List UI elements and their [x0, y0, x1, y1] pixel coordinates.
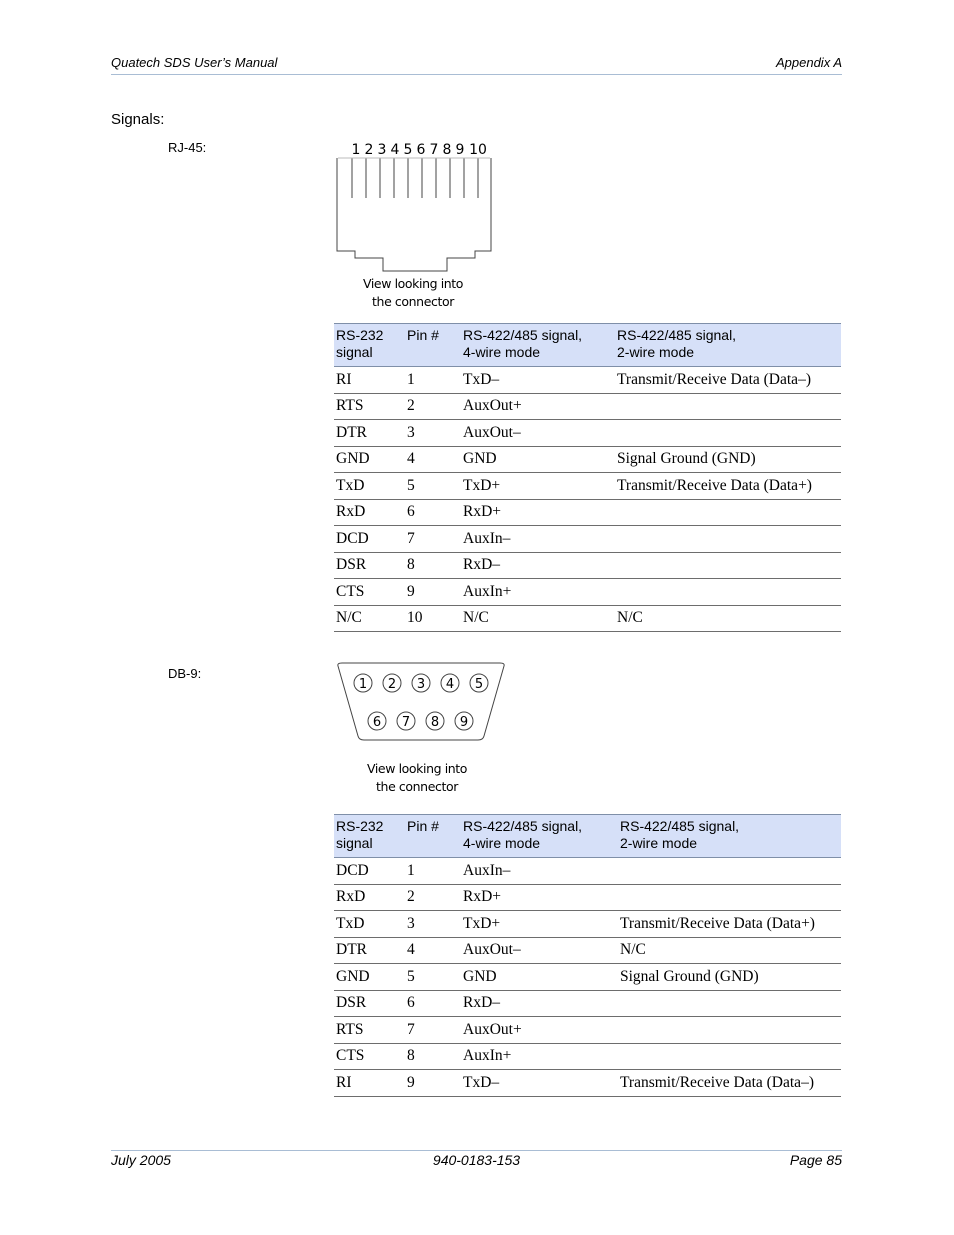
- rj45-pin-number: 9: [455, 142, 465, 158]
- table-row: [334, 393, 841, 420]
- table-cell: AuxOut+: [461, 393, 615, 420]
- table-cell: Transmit/Receive Data (Data–): [618, 1070, 841, 1097]
- table-cell: DCD: [334, 858, 405, 885]
- table-cell: Transmit/Receive Data (Data–): [615, 367, 841, 394]
- table-cell: GND: [461, 964, 618, 991]
- table-cell: DSR: [334, 990, 405, 1017]
- table-cell: 7: [405, 1017, 461, 1044]
- table-cell: AuxOut–: [461, 420, 615, 447]
- header-appendix: Appendix A: [775, 55, 842, 70]
- db9-caption-line2: the connector: [376, 779, 458, 794]
- header-manual-title: Quatech SDS User’s Manual: [111, 55, 278, 70]
- table-cell: 5: [405, 964, 461, 991]
- table-row: [334, 1070, 841, 1097]
- table-cell: 9: [405, 579, 461, 606]
- table-cell: [615, 579, 841, 606]
- table-cell: AuxOut+: [461, 1017, 618, 1044]
- table-cell: GND: [334, 964, 405, 991]
- table-cell: 5: [405, 473, 461, 500]
- rj45-header-col-4: RS-422/485 signal, 2-wire mode: [615, 324, 841, 367]
- table-header-row: [334, 324, 841, 367]
- table-cell: DCD: [334, 526, 405, 553]
- table-cell: AuxIn–: [461, 858, 618, 885]
- db9-label: DB-9:: [168, 666, 202, 681]
- db9-header-col-2: Pin #: [405, 815, 461, 858]
- table-cell: DTR: [334, 420, 405, 447]
- table-cell: RTS: [334, 1017, 405, 1044]
- table-cell: CTS: [334, 1043, 405, 1070]
- table-cell: GND: [461, 446, 615, 473]
- table-row: [334, 1043, 841, 1070]
- table-cell: N/C: [615, 605, 841, 632]
- table-cell: [618, 1017, 841, 1044]
- table-cell: 1: [405, 367, 461, 394]
- header-rule: [111, 74, 842, 75]
- table-row: [334, 526, 841, 553]
- db9-pin-number: 6: [372, 715, 382, 730]
- table-cell: Transmit/Receive Data (Data+): [615, 473, 841, 500]
- rj45-header-col-3: RS-422/485 signal, 4-wire mode: [461, 324, 615, 367]
- rj45-caption-line1: View looking into: [362, 276, 464, 291]
- table-cell: TxD: [334, 911, 405, 938]
- footer-page-number: Page 85: [789, 1152, 842, 1168]
- table-cell: GND: [334, 446, 405, 473]
- table-cell: DSR: [334, 552, 405, 579]
- db9-pin-number: 9: [459, 715, 469, 730]
- table-cell: TxD+: [461, 911, 618, 938]
- rj45-pin-number: 8: [442, 142, 452, 158]
- rj45-caption-line2: the connector: [372, 294, 454, 309]
- rj45-pin-number: 4: [390, 142, 400, 158]
- db9-caption: [352, 760, 482, 796]
- db9-outline: [338, 663, 504, 740]
- table-cell: N/C: [618, 937, 841, 964]
- rj45-signal-table: [334, 323, 841, 632]
- db9-pin-number: 1: [358, 677, 368, 692]
- rj45-header-col-1: RS-232 signal: [334, 324, 405, 367]
- table-cell: Signal Ground (GND): [618, 964, 841, 991]
- db9-signal-table: [334, 814, 841, 1097]
- table-cell: 6: [405, 990, 461, 1017]
- table-cell: 2: [405, 884, 461, 911]
- db9-pin-number: 2: [387, 677, 397, 692]
- table-cell: TxD–: [461, 1070, 618, 1097]
- table-cell: N/C: [334, 605, 405, 632]
- table-cell: 3: [405, 420, 461, 447]
- rj45-caption: [348, 275, 478, 311]
- table-row: [334, 884, 841, 911]
- db9-pin-number: 5: [474, 677, 484, 692]
- table-cell: [618, 990, 841, 1017]
- table-row: [334, 420, 841, 447]
- rj45-pin-number: 6: [416, 142, 426, 158]
- table-header-row: [334, 815, 841, 858]
- table-cell: RxD: [334, 884, 405, 911]
- table-cell: RI: [334, 1070, 405, 1097]
- rj45-connector-diagram: [330, 136, 500, 281]
- table-cell: 2: [405, 393, 461, 420]
- table-row: [334, 1017, 841, 1044]
- table-cell: TxD–: [461, 367, 615, 394]
- table-cell: 1: [405, 858, 461, 885]
- table-cell: [618, 1043, 841, 1070]
- table-row: [334, 605, 841, 632]
- table-cell: [618, 884, 841, 911]
- table-cell: Transmit/Receive Data (Data+): [618, 911, 841, 938]
- db9-header-col-1: RS-232 signal: [334, 815, 405, 858]
- db9-connector-diagram: [334, 660, 509, 745]
- rj45-label: RJ-45:: [168, 140, 207, 155]
- table-cell: [615, 393, 841, 420]
- table-cell: Signal Ground (GND): [615, 446, 841, 473]
- footer-doc-number: 940-0183-153: [432, 1152, 521, 1168]
- rj45-pin-number: 7: [429, 142, 439, 158]
- table-cell: AuxOut–: [461, 937, 618, 964]
- table-cell: [615, 420, 841, 447]
- rj45-pin-number: 10: [469, 142, 487, 158]
- table-row: [334, 858, 841, 885]
- rj45-pin-number: 2: [364, 142, 374, 158]
- table-cell: AuxIn+: [461, 579, 615, 606]
- table-row: [334, 446, 841, 473]
- table-cell: DTR: [334, 937, 405, 964]
- table-cell: CTS: [334, 579, 405, 606]
- section-title: Signals:: [111, 111, 165, 128]
- table-row: [334, 552, 841, 579]
- table-cell: [618, 858, 841, 885]
- table-cell: 9: [405, 1070, 461, 1097]
- table-row: [334, 911, 841, 938]
- table-cell: 4: [405, 937, 461, 964]
- table-cell: N/C: [461, 605, 615, 632]
- table-cell: 7: [405, 526, 461, 553]
- table-cell: 6: [405, 499, 461, 526]
- table-cell: AuxIn+: [461, 1043, 618, 1070]
- db9-pin-number: 3: [416, 677, 426, 692]
- db9-pin-number: 7: [401, 715, 411, 730]
- table-row: [334, 499, 841, 526]
- table-row: [334, 473, 841, 500]
- db9-caption-line1: View looking into: [366, 761, 468, 776]
- table-cell: RxD–: [461, 552, 615, 579]
- db9-header-col-3: RS-422/485 signal, 4-wire mode: [461, 815, 618, 858]
- db9-header-col-4: RS-422/485 signal, 2-wire mode: [618, 815, 841, 858]
- rj45-pin-number: 5: [403, 142, 413, 158]
- rj45-outline: [337, 158, 491, 271]
- table-row: [334, 367, 841, 394]
- db9-pin-number: 8: [430, 715, 440, 730]
- table-cell: RxD: [334, 499, 405, 526]
- table-row: [334, 964, 841, 991]
- table-cell: TxD+: [461, 473, 615, 500]
- table-cell: [615, 526, 841, 553]
- rj45-header-col-2: Pin #: [405, 324, 461, 367]
- table-cell: [615, 499, 841, 526]
- table-cell: 10: [405, 605, 461, 632]
- table-row: [334, 990, 841, 1017]
- footer-rule: [111, 1150, 842, 1151]
- table-cell: 3: [405, 911, 461, 938]
- footer-date: July 2005: [111, 1152, 171, 1168]
- table-row: [334, 579, 841, 606]
- table-cell: [615, 552, 841, 579]
- table-row: [334, 937, 841, 964]
- table-cell: 8: [405, 1043, 461, 1070]
- table-cell: TxD: [334, 473, 405, 500]
- table-cell: AuxIn–: [461, 526, 615, 553]
- table-cell: 4: [405, 446, 461, 473]
- table-cell: 8: [405, 552, 461, 579]
- table-cell: RxD–: [461, 990, 618, 1017]
- table-cell: RxD+: [461, 884, 618, 911]
- db9-pin-number: 4: [445, 677, 455, 692]
- table-cell: RI: [334, 367, 405, 394]
- rj45-pin-number: 1: [351, 142, 361, 158]
- table-cell: RTS: [334, 393, 405, 420]
- table-cell: RxD+: [461, 499, 615, 526]
- rj45-pin-number: 3: [377, 142, 387, 158]
